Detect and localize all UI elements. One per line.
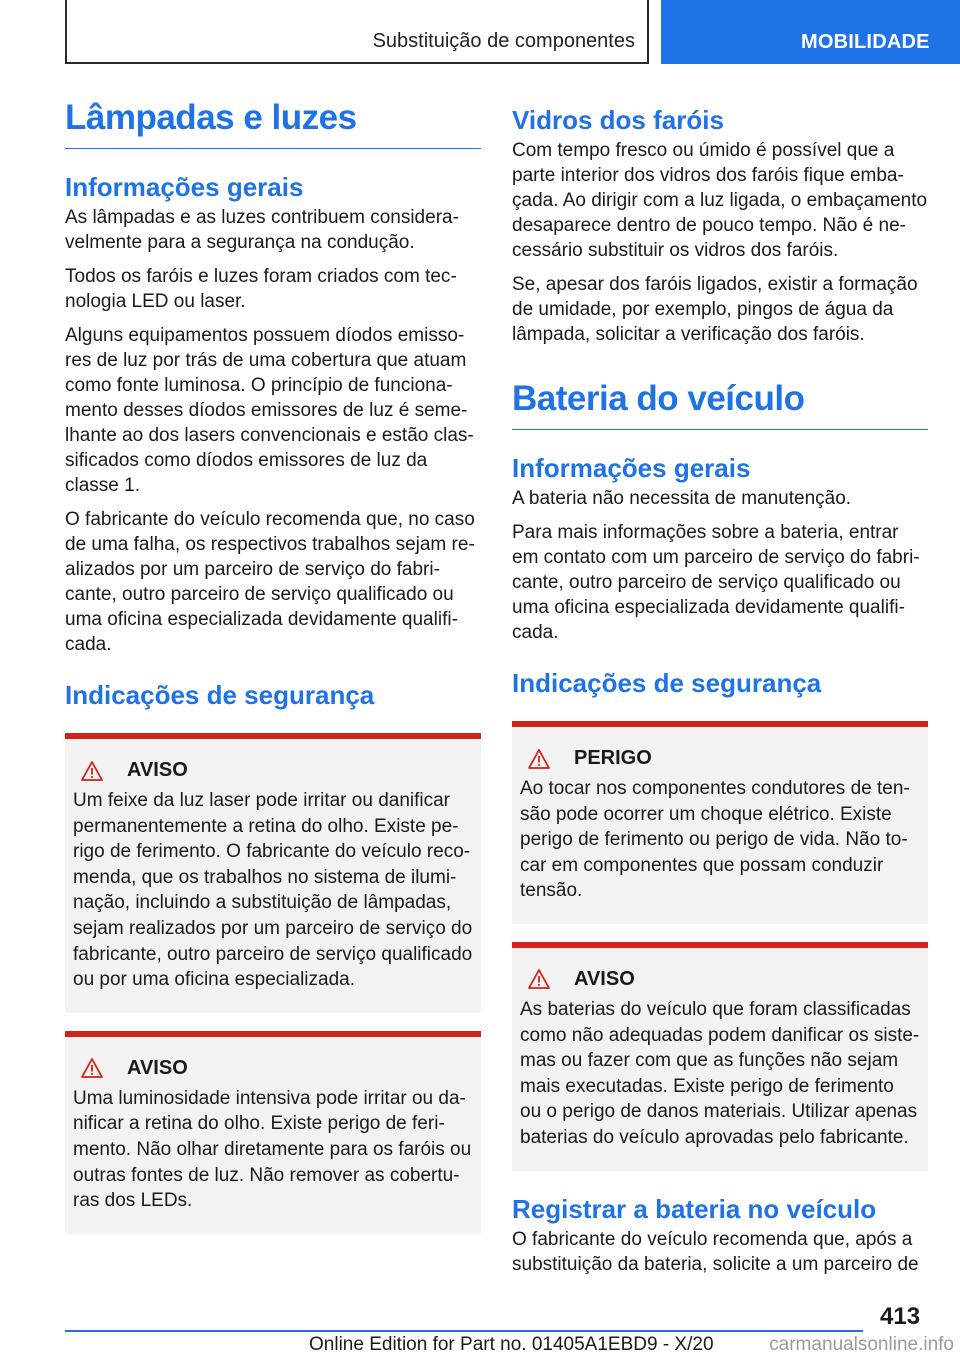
paragraph: Se, apesar dos faróis ligados, existir a formação de umidade, por exemplo, pingos de água da lâmpada, solicitar a verificação dos faróis. <box>512 274 918 345</box>
paragraph: O fabricante do veículo recomenda que, no caso de uma falha, os respectivos trabalhos sejam realizados por um parceiro de serviço do fabricante, outro parceiro de serviço qualificado ou uma oficina especializada devidamente qualificada. <box>65 509 475 655</box>
heading-headlight-glass: Vidros dos faróis <box>512 105 724 135</box>
chapter-tab[interactable] <box>661 0 960 64</box>
warning-box <box>512 942 928 1171</box>
heading-safety-lamps: Indicações de segurança <box>65 680 375 710</box>
edition-note: Online Edition for Part no. 01405A1EBD9 - X/20 <box>309 1334 714 1355</box>
danger-box <box>512 721 928 924</box>
paragraph: O fabricante do veículo recomenda que, após a substituição da bateria, solicite a um parceiro de <box>512 1228 919 1275</box>
footer-divider <box>65 1330 863 1332</box>
chapter-tab-label: MOBILIDADE <box>801 31 930 53</box>
section-title: Substituição de componentes <box>372 30 635 52</box>
paragraph: Para mais informações sobre a bateria, entrar em contato com um parceiro de serviço do fabricante, outro parceiro de serviço qualificado ou uma oficina especializada devidamente qualificada. <box>512 522 920 643</box>
warning-triangle-icon <box>528 749 550 769</box>
warning-header <box>520 747 920 770</box>
warning-header <box>73 759 473 782</box>
heading-general-info-battery: Informações gerais <box>512 453 751 483</box>
warning-triangle-icon <box>528 969 550 989</box>
heading-general-info-lamps: Informações gerais <box>65 172 304 202</box>
warning-box <box>65 733 481 1013</box>
paragraph: Todos os faróis e luzes foram criados com tecnologia LED ou laser. <box>65 266 457 312</box>
heading-safety-battery: Indicações de segurança <box>512 668 822 698</box>
watermark-link[interactable]: carmanualsonline.info <box>769 1334 954 1355</box>
right-column <box>512 96 928 1286</box>
warning-triangle-icon <box>81 1058 103 1078</box>
warning-title: AVISO <box>127 1056 188 1079</box>
warning-text: Um feixe da luz laser pode irritar ou danificar permanentemente a retina do olho. Existe perigo de ferimento. O fabricante do veículo recomenda, que os trabalhos no sistema de iluminação, incluindo a substituição de lâmpadas, sejam realizados por um parceiro de serviço do fabricante, outro parceiro de serviço qualificado ou por uma oficina especializada. <box>73 790 473 991</box>
page-number: 413 <box>880 1303 921 1330</box>
paragraph: Com tempo fresco ou úmido é possível que a parte interior dos vidros dos faróis fique embaçada. Ao dirigir com a luz ligada, o embaçamento desaparece dentro de pouco tempo. Não é necessário substituir os vidros dos faróis. <box>512 140 928 261</box>
paragraph: A bateria não necessita de manutenção. <box>512 488 852 509</box>
warning-header <box>73 1057 473 1080</box>
warning-triangle-icon <box>81 761 103 781</box>
title-lamps: Lâmpadas e luzes <box>65 96 481 149</box>
section-label-box <box>65 0 649 64</box>
warning-header <box>520 968 920 991</box>
heading-register-battery: Registrar a bateria no veículo <box>512 1193 877 1224</box>
page-header <box>0 0 960 66</box>
warning-box <box>65 1031 481 1234</box>
warning-text: Uma luminosidade intensiva pode irritar ou danificar a retina do olho. Existe perigo de ferimento. Não olhar diretamente para os faróis ou outras fontes de luz. Não remover as coberturas dos LEDs. <box>73 1087 472 1212</box>
left-column <box>65 96 481 1252</box>
paragraph: As lâmpadas e as luzes contribuem consideravelmente para a segurança na condução. <box>65 207 459 253</box>
title-battery: Bateria do veículo <box>512 377 928 430</box>
paragraph: Alguns equipamentos possuem díodos emissores de luz por trás de uma cobertura que atuam como fonte luminosa. O princípio de funcionamento desses díodos emissores de luz é semelhante ao dos lasers convencionais e estão classificados como díodos emissores de luz da classe 1. <box>65 325 474 496</box>
warning-title: PERIGO <box>574 747 652 769</box>
warning-text: As baterias do veículo que foram classificadas como não adequadas podem danificar os sistemas ou fazer com que as funções não sejam mais executadas. Existe perigo de ferimento ou o perigo de danos materiais. Utilizar apenas baterias do veículo aprovadas pelo fabricante. <box>520 998 920 1148</box>
warning-title: AVISO <box>127 759 188 781</box>
warning-text: Ao tocar nos componentes condutores de tensão pode ocorrer um choque elétrico. Existe perigo de ferimento ou perigo de vida. Não tocar em componentes que possam conduzir tensão. <box>520 778 910 902</box>
warning-title: AVISO <box>574 967 635 990</box>
